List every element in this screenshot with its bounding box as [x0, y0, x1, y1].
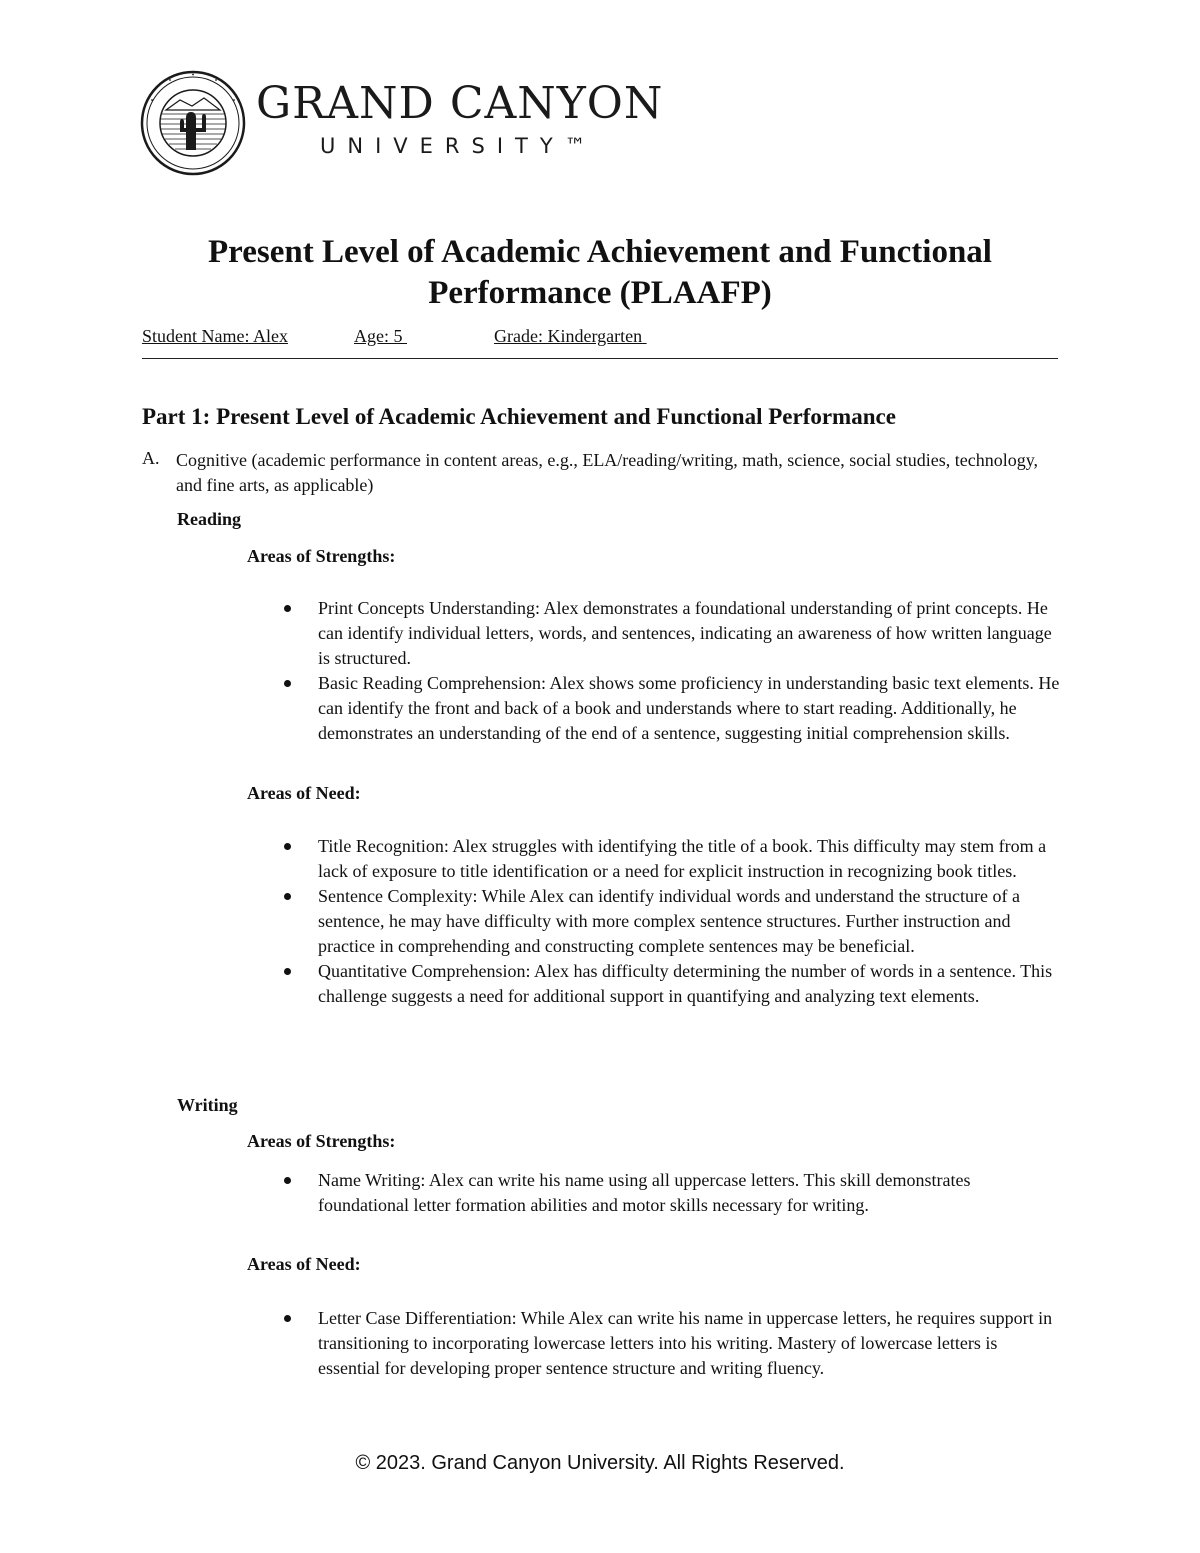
bullet-icon — [284, 605, 291, 612]
list-item: Name Writing: Alex can write his name using all uppercase letters. This skill demonstrates foundational letter formation abilities and motor skills necessary for writing. — [280, 1168, 1060, 1218]
logo-wordmark-line1: GRAND CANYON — [256, 78, 664, 129]
bullet-icon — [284, 1177, 291, 1184]
university-seal-icon — [140, 70, 246, 176]
bullet-icon — [284, 1315, 291, 1322]
list-item: Basic Reading Comprehension: Alex shows some proficiency in understanding basic text elements. He can identify the front and back of a book and understands where to start reading. Additionally, he demonstrates an understanding of the end of a sentence, suggesting initial comprehension skills. — [280, 671, 1060, 746]
writing-strengths-heading: Areas of Strengths: — [247, 1131, 396, 1151]
student-grade: Grade: Kindergarten — [494, 326, 647, 346]
reading-needs-heading: Areas of Need: — [247, 783, 361, 803]
university-logo — [140, 70, 664, 180]
student-age: Age: 5 — [354, 326, 407, 346]
reading-heading: Reading — [177, 509, 242, 529]
bullet-icon — [284, 893, 291, 900]
writing-needs-heading: Areas of Need: — [247, 1254, 361, 1274]
section-a-letter: A. — [142, 448, 160, 468]
bullet-icon — [284, 680, 291, 687]
header-divider — [142, 358, 1058, 359]
writing-strengths-list — [280, 1168, 1060, 1218]
logo-wordmark-line2: UNIVERSITY™ — [320, 134, 598, 158]
list-item: Title Recognition: Alex struggles with identifying the title of a book. This difficulty may stem from a lack of exposure to title identification or a need for explicit instruction in recognizing book titles. — [280, 834, 1060, 884]
reading-strengths-list — [280, 596, 1060, 746]
document-title: Present Level of Academic Achievement and Functional Performance (PLAAFP) — [208, 234, 992, 311]
bullet-icon — [284, 968, 291, 975]
reading-strengths-heading: Areas of Strengths: — [247, 546, 396, 566]
part1-heading: Part 1: Present Level of Academic Achievement and Functional Performance — [142, 404, 896, 429]
writing-heading: Writing — [177, 1095, 238, 1115]
copyright-footer: © 2023. Grand Canyon University. All Rights Reserved. — [355, 1452, 845, 1474]
list-item: Quantitative Comprehension: Alex has difficulty determining the number of words in a sentence. This challenge suggests a need for additional support in quantifying and analyzing text elements. — [280, 959, 1060, 1009]
list-item: Sentence Complexity: While Alex can identify individual words and understand the structure of a sentence, he may have difficulty with more complex sentence structures. Further instruction and practice in comprehending and constructing complete sentences may be beneficial. — [280, 884, 1060, 959]
writing-needs-list — [280, 1306, 1060, 1381]
student-name: Student Name: Alex — [142, 326, 288, 346]
reading-needs-list — [280, 834, 1060, 1009]
list-item: Letter Case Differentiation: While Alex can write his name in uppercase letters, he requires support in transitioning to incorporating lowercase letters into his writing. Mastery of lowercase letters is essential for developing proper sentence structure and writing fluency. — [280, 1306, 1060, 1381]
bullet-icon — [284, 843, 291, 850]
list-item: Print Concepts Understanding: Alex demonstrates a foundational understanding of print concepts. He can identify individual letters, words, and sentences, indicating an awareness of how written language is structured. — [280, 596, 1060, 671]
section-a-text: Cognitive (academic performance in content areas, e.g., ELA/reading/writing, math, science, social studies, technology, and fine arts, as applicable) — [176, 450, 1039, 495]
